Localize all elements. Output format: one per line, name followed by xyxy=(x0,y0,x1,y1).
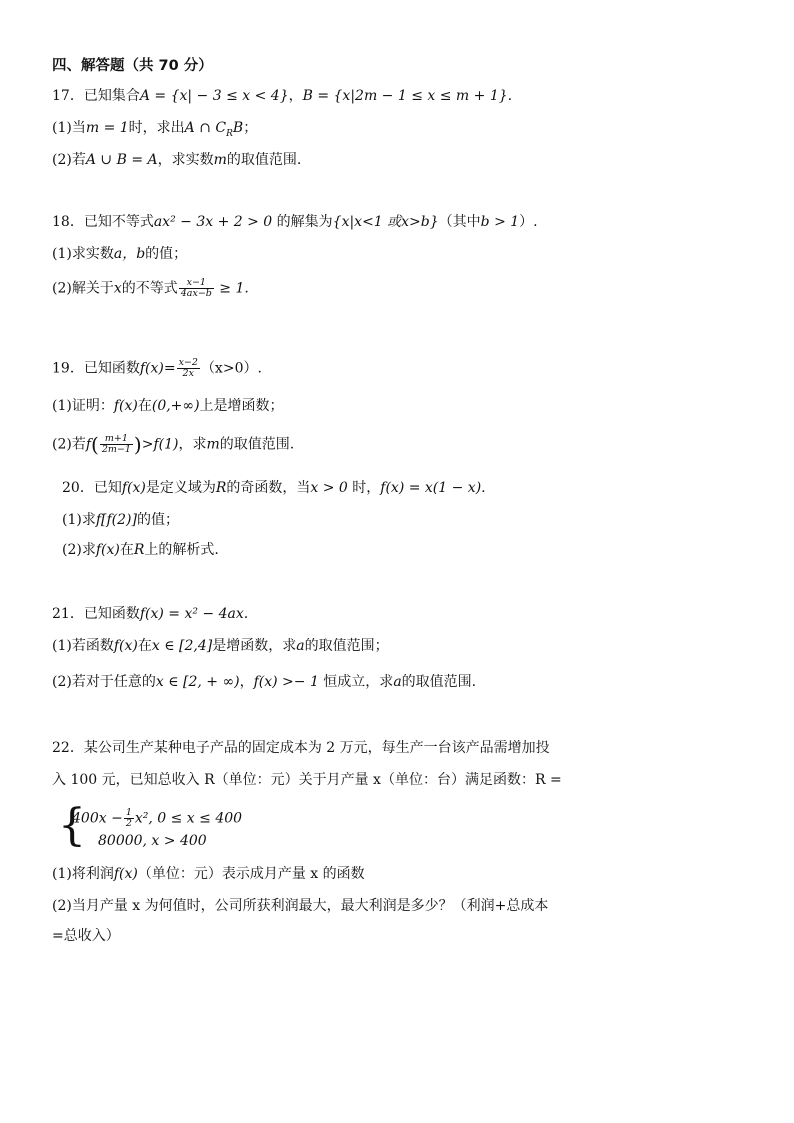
q21-p1-prefix: (1)若函数 xyxy=(52,638,114,654)
q17-p1-cond: m = 1 xyxy=(85,120,129,136)
q19-stem xyxy=(52,358,262,379)
q20-stem xyxy=(62,478,486,498)
q22-pw1-a: 400x − xyxy=(72,810,123,827)
q22-p1-func: f(x) xyxy=(113,866,138,882)
q17-part1 xyxy=(52,118,257,144)
q22-line2: 入 100 元，已知总收入 R（单位：元）关于月产量 x（单位：台）满足函数：R = xyxy=(52,772,562,788)
q21-part2 xyxy=(52,672,476,692)
q21-p1-mid: 在 xyxy=(137,638,152,654)
q17-part2 xyxy=(52,150,301,170)
q21-p2-var: a xyxy=(393,674,402,690)
q22-pw1-fraction xyxy=(124,808,134,829)
q19-p1-interval: (0,+∞) xyxy=(151,398,200,414)
q20-r: R xyxy=(215,480,227,496)
q18-p2-mid: 的不等式 xyxy=(121,280,178,297)
q19-p2-tail: ，求 xyxy=(178,436,207,453)
q19-p1-func: f(x) xyxy=(113,398,138,414)
q20-func: f(x) xyxy=(121,480,146,496)
brace-symbol: { xyxy=(58,800,86,851)
q21-stem xyxy=(52,604,248,624)
q19-func: f(x)= xyxy=(139,360,176,377)
q22-pw1-b: x², 0 ≤ x ≤ 400 xyxy=(134,810,243,827)
q22-pw1-den: 2 xyxy=(125,818,132,829)
q17-p1-mid: 时，求出 xyxy=(128,120,185,136)
q18-cond: b > 1 xyxy=(480,214,520,230)
q18-prefix: 18．已知不等式 xyxy=(52,214,154,230)
q17-p1-sub: R xyxy=(226,128,233,139)
q17-p1-expr2: B xyxy=(232,120,244,136)
q18-p1-vars: a，b xyxy=(113,246,146,262)
q18-stem xyxy=(52,212,538,232)
q18-p1-end: 的值； xyxy=(145,246,188,262)
q19-p2-end: 的取值范围. xyxy=(219,436,295,453)
q21-prefix: 21．已知函数 xyxy=(52,606,140,622)
q22-part2-line1: (2)当月产量 x 为何值时，公司所获利润最大，最大利润是多少？（利润+总成本 xyxy=(52,898,549,914)
q20-p1-end: 的值； xyxy=(136,512,179,528)
q18-frac-den: 4ax−b xyxy=(180,288,212,299)
q21-p1-end: 的取值范围； xyxy=(304,638,389,654)
q19-p2-var: m xyxy=(206,436,220,453)
q19-frac-den: 2x xyxy=(182,368,194,379)
q17-stem xyxy=(52,86,512,106)
q20-expr: f(x) = x(1 − x). xyxy=(380,480,486,496)
q20-p2-r: R xyxy=(133,542,145,558)
q19-p1-end: 上是增函数； xyxy=(199,398,284,414)
q20-p2-func: f(x) xyxy=(95,542,120,558)
q18-sol: {x|x<1 或x>b} xyxy=(332,214,439,230)
q18-part2 xyxy=(52,278,249,299)
q22-piece1 xyxy=(72,808,242,829)
q20-mid1: 是定义域为 xyxy=(145,480,216,496)
q22-pw1-num: 1 xyxy=(125,807,132,818)
q18-p2-end: ≥ 1. xyxy=(214,280,249,297)
q22-p1-end: （单位：元）表示成月产量 x 的函数 xyxy=(137,866,365,882)
q19-p2-frac-den: 2m−1 xyxy=(101,444,131,455)
q22-line1: 22．某公司生产某种电子产品的固定成本为 2 万元，每生产一台该产品需增加投 xyxy=(52,740,550,756)
q17-p2-mid: ，求实数 xyxy=(157,152,214,168)
q21-part1 xyxy=(52,636,389,656)
q19-p2-prefix: (2)若 xyxy=(52,436,86,453)
q17-p1-prefix: (1)当 xyxy=(52,120,86,136)
q21-p1-func: f(x) xyxy=(113,638,138,654)
q22-piecewise xyxy=(58,800,258,852)
q21-p2-expr: f(x) >− 1 xyxy=(253,674,319,690)
q19-p2-fraction xyxy=(100,434,133,455)
q18-frac-num: x−1 xyxy=(179,278,214,289)
q19-prefix: 19．已知函数 xyxy=(52,360,140,377)
q18-paren: （其中 xyxy=(438,214,481,230)
q17-set-b: B = {x|2m − 1 ≤ x ≤ m + 1}. xyxy=(302,88,513,104)
q19-p2-f: f xyxy=(85,436,92,453)
q21-expr: f(x) = x² − 4ax. xyxy=(139,606,249,622)
q20-part1 xyxy=(62,510,179,530)
q20-p1-prefix: (1)求 xyxy=(62,512,96,528)
q18-ineq: ax² − 3x + 2 > 0 xyxy=(153,214,273,230)
q20-p2-end: 上的解析式. xyxy=(144,542,219,558)
q18-end: ）. xyxy=(519,214,538,230)
q21-p1-var: a xyxy=(296,638,305,654)
q19-p2-mid: >f(1) xyxy=(141,436,179,453)
q21-p2-prefix: (2)若对于任意的 xyxy=(52,674,156,690)
q19-frac-num: x−2 xyxy=(178,357,198,368)
q17-p2-end: 的取值范围. xyxy=(226,152,302,168)
q19-p2-frac-num: m+1 xyxy=(100,434,133,445)
section-title: 四、解答题（共 70 分） xyxy=(52,58,213,74)
q19-p1-mid: 在 xyxy=(137,398,152,414)
q18-p1-prefix: (1)求实数 xyxy=(52,246,114,262)
q17-sep: ， xyxy=(288,88,303,104)
q18-p2-prefix: (2)解关于 xyxy=(52,280,114,297)
q19-cond: （x>0）. xyxy=(200,360,262,377)
q20-mid3: 时， xyxy=(347,480,381,496)
q18-mid: 的解集为 xyxy=(272,214,333,230)
q18-part1 xyxy=(52,244,187,264)
q20-part2 xyxy=(62,540,219,560)
q17-set-a: A = {x| − 3 ≤ x < 4} xyxy=(139,88,289,104)
q17-p2-var: m xyxy=(213,152,227,168)
q17-p1-expr: A ∩ C xyxy=(184,120,227,136)
q21-p2-end: 的取值范围. xyxy=(401,674,477,690)
q17-p1-end: ； xyxy=(243,120,258,136)
q17-prefix: 17．已知集合 xyxy=(52,88,140,104)
q21-p2-cond: x ∈ [2, + ∞) xyxy=(155,674,240,690)
q20-p1-expr: f[f(2)] xyxy=(95,512,137,528)
q19-part1 xyxy=(52,396,284,416)
q18-p2-var: x xyxy=(113,280,122,297)
q21-p1-cond: x ∈ [2,4] xyxy=(151,638,213,654)
q22-part1 xyxy=(52,864,365,884)
q21-p2-mid2: 恒成立，求 xyxy=(318,674,394,690)
q18-fraction xyxy=(179,278,214,299)
q21-p2-mid: ， xyxy=(239,674,254,690)
q22-piece2: 80000, x > 400 xyxy=(98,833,207,849)
q20-prefix: 20．已知 xyxy=(62,480,122,496)
q19-fraction xyxy=(177,358,200,379)
q22-p1-prefix: (1)将利润 xyxy=(52,866,114,882)
q19-p1-prefix: (1)证明： xyxy=(52,398,114,414)
q20-mid2: 的奇函数，当 xyxy=(226,480,311,496)
q19-part2: (2)若f( $\frac{m+1}{2m-1}$ )>f(1)，求m的取值范围. xyxy=(52,432,295,457)
q20-cond: x > 0 xyxy=(310,480,348,496)
q17-p2-prefix: (2)若 xyxy=(52,152,86,168)
q20-p2-prefix: (2)求 xyxy=(62,542,96,558)
q17-p2-expr: A ∪ B = A xyxy=(85,152,158,168)
q22-part2-line2: =总收入） xyxy=(52,928,120,944)
q21-p1-mid2: 是增函数，求 xyxy=(212,638,297,654)
q20-p2-mid: 在 xyxy=(119,542,134,558)
